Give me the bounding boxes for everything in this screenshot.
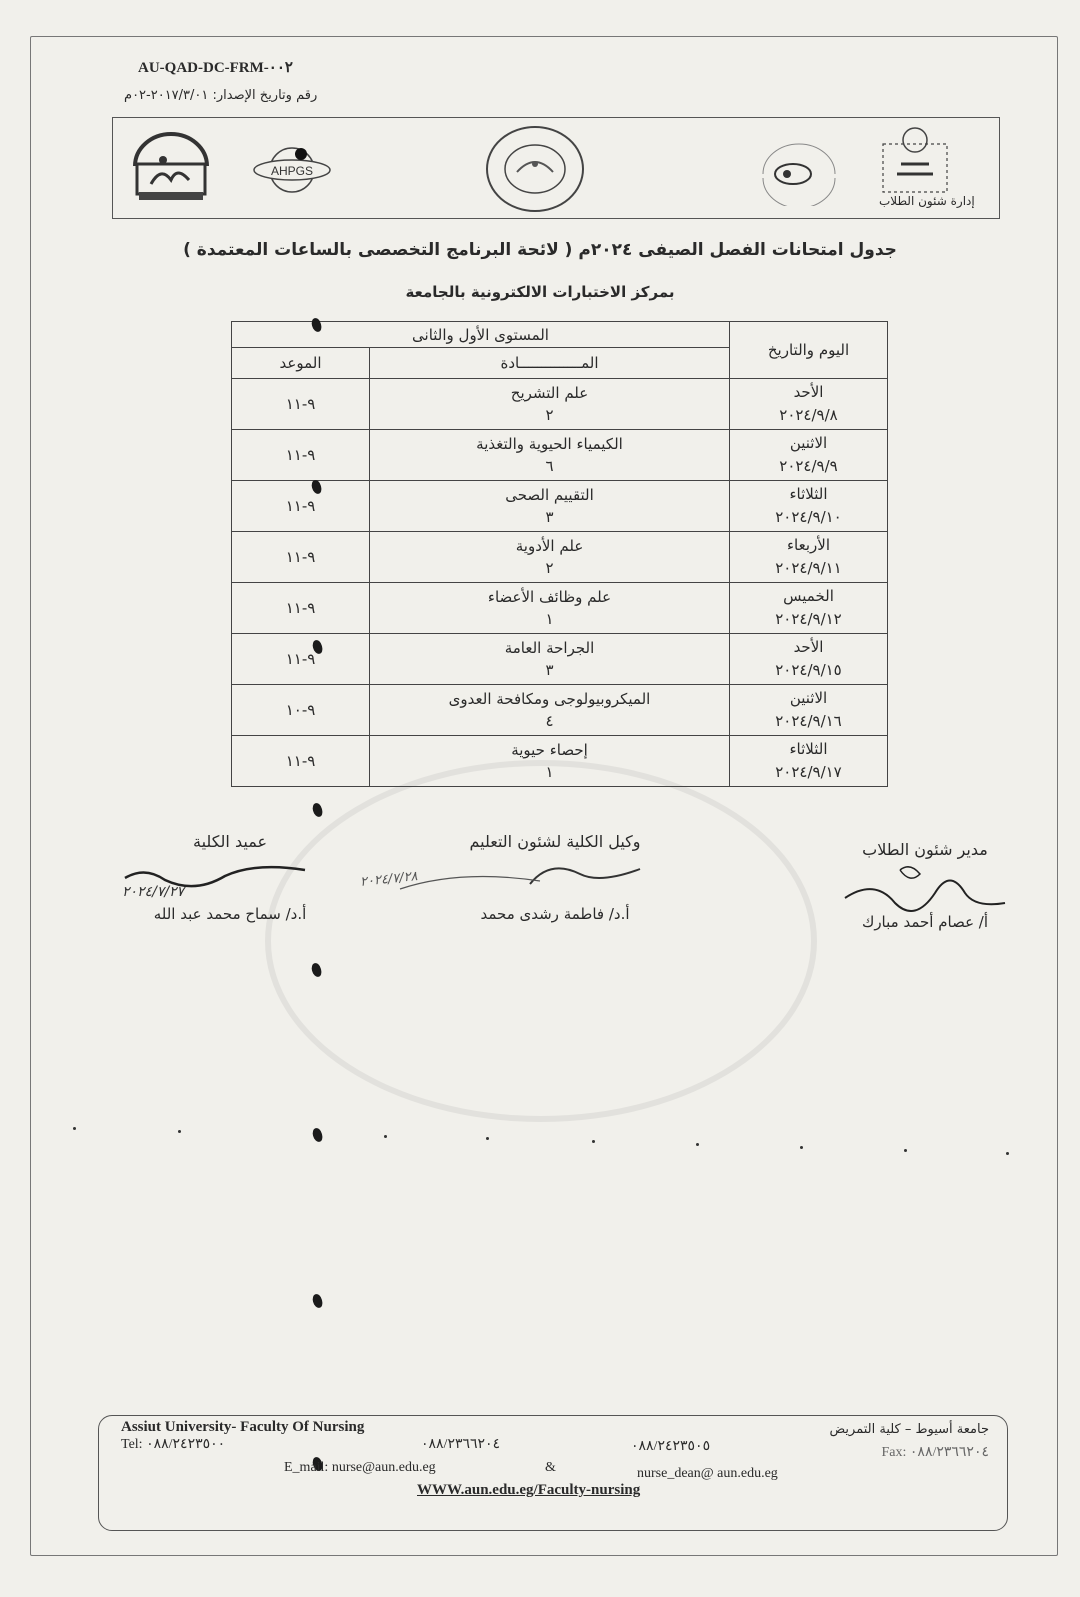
signature-student-affairs [830, 840, 1020, 931]
signatory-name: أ.د/ فاطمة رشدى محمد [480, 905, 630, 923]
student-affairs-caption: إدارة شئون الطلاب [879, 194, 975, 208]
time-cell: ٩-١١ [232, 379, 370, 430]
day-name: الاثنين [789, 434, 828, 452]
time-cell: ٩-١١ [232, 736, 370, 787]
subject-name: علم التشريح [510, 384, 589, 402]
handwritten-date: ٢٠٢٤/٧/٢٨ [359, 869, 419, 890]
subject-code: ٢ [545, 559, 554, 577]
subject-code: ٢ [545, 406, 554, 424]
day-name: الأحد [793, 638, 824, 656]
header-day-date: اليوم والتاريخ [730, 322, 888, 379]
email-dean[interactable]: nurse_dean@ aun.edu.eg [637, 1466, 778, 1481]
subject-code: ٤ [545, 712, 554, 730]
form-code: AU-QAD-DC-FRM-٠٠٢ [138, 60, 293, 76]
time-cell: ٩-١١ [232, 583, 370, 634]
table-row [232, 634, 888, 685]
exam-date: ٢٠٢٤/٩/١٠ [775, 508, 842, 526]
exam-date: ٢٠٢٤/٩/١٥ [775, 661, 842, 679]
handwritten-date: ٢٠٢٤/٧/٢٧ [122, 884, 185, 900]
exam-date: ٢٠٢٤/٩/١٢ [775, 610, 842, 628]
day-date-cell [730, 379, 888, 430]
subject-code: ٣ [545, 661, 554, 679]
page-subtitle: بمركز الاختبارات الالكترونية بالجامعة [405, 283, 675, 301]
subject-cell [370, 430, 730, 481]
institution-en: Assiut University- Faculty Of Nursing [121, 1419, 365, 1435]
header-level: المستوى الأول والثانى [232, 322, 730, 348]
ahpgs-text: AHPGS [270, 164, 314, 178]
footer-contact-box [98, 1415, 1008, 1531]
table-row [232, 583, 888, 634]
time-cell: ٩-١١ [232, 481, 370, 532]
subject-cell [370, 532, 730, 583]
signatory-title: عميد الكلية [193, 832, 267, 851]
day-date-cell [730, 532, 888, 583]
subject-cell [370, 481, 730, 532]
accreditation-seal [483, 124, 587, 214]
day-name: الأربعاء [786, 536, 830, 554]
signature-dean [120, 832, 340, 923]
time-cell: ٩-١١ [232, 634, 370, 685]
signatory-title: وكيل الكلية لشئون التعليم [469, 832, 641, 851]
subject-code: ٣ [545, 508, 554, 526]
subject-code: ١ [545, 763, 554, 781]
scan-speck [178, 1130, 181, 1133]
day-name: الثلاثاء [789, 485, 828, 503]
day-name: الخميس [783, 587, 834, 605]
time-cell: ٩-١١ [232, 430, 370, 481]
ampersand: & [545, 1460, 556, 1475]
exam-date: ٢٠٢٤/٩/٨ [779, 406, 838, 424]
subject-code: ١ [545, 610, 554, 628]
email-primary[interactable]: E_mail: nurse@aun.edu.eg [284, 1460, 436, 1475]
tel-number: Tel: ٠٨٨/٢٤٢٣٥٠٠ [121, 1437, 226, 1452]
scan-speck [592, 1140, 595, 1143]
header-subject: المــــــــــــــادة [370, 348, 730, 379]
faculty-logo [129, 126, 213, 204]
handwritten-signature [840, 858, 1010, 918]
day-name: الأحد [793, 383, 824, 401]
website-link[interactable]: WWW.aun.edu.eg/Faculty-nursing [417, 1482, 641, 1498]
exam-schedule-table [231, 321, 888, 787]
day-name: الاثنين [789, 689, 828, 707]
exam-date: ٢٠٢٤/٩/١٧ [775, 763, 842, 781]
ahpgs-logo [251, 140, 333, 200]
signature-vice-dean [359, 832, 680, 923]
table-row [232, 481, 888, 532]
phone-number-2: ٠٨٨/٢٣٦٦٢٠٤ [421, 1437, 501, 1452]
subject-cell [370, 685, 730, 736]
institution-ar: جامعة أسيوط – كلية التمريض [829, 1422, 989, 1437]
table-row [232, 736, 888, 787]
subject-name: علم الأدوية [515, 537, 584, 555]
time-cell: ٩-١٠ [232, 685, 370, 736]
scan-speck [73, 1127, 76, 1130]
phone-number-3: ٠٨٨/٢٤٢٣٥٠٥ [631, 1439, 711, 1454]
subject-cell [370, 634, 730, 685]
day-name: الثلاثاء [789, 740, 828, 758]
subject-cell [370, 379, 730, 430]
day-date-cell [730, 736, 888, 787]
subject-cell [370, 583, 730, 634]
table-row [232, 379, 888, 430]
subject-name: علم وظائف الأعضاء [487, 588, 612, 606]
scan-speck [800, 1146, 803, 1149]
training-center-logo [753, 134, 845, 206]
signatory-name: أ/ عصام أحمد مبارك [861, 913, 989, 931]
time-cell: ٩-١١ [232, 532, 370, 583]
university-logo [875, 124, 955, 196]
scan-speck [384, 1135, 387, 1138]
subject-name: الجراحة العامة [504, 639, 595, 657]
scan-speck [696, 1143, 699, 1146]
exam-date: ٢٠٢٤/٩/١٦ [775, 712, 842, 730]
day-date-cell [730, 583, 888, 634]
subject-name: التقييم الصحى [505, 486, 594, 504]
fax-number: Fax: ٠٨٨/٢٣٦٦٢٠٤ [881, 1445, 989, 1460]
subject-name: الكيمياء الحيوية والتغذية [476, 435, 623, 453]
scan-speck [486, 1137, 489, 1140]
day-date-cell [730, 685, 888, 736]
exam-date: ٢٠٢٤/٩/٩ [779, 457, 838, 475]
day-date-cell [730, 481, 888, 532]
signatory-name: أ.د/ سماح محمد عبد الله [153, 905, 307, 923]
scan-speck [1006, 1152, 1009, 1155]
day-date-cell [730, 634, 888, 685]
table-row [232, 685, 888, 736]
exam-date: ٢٠٢٤/٩/١١ [775, 559, 842, 577]
page-title: جدول امتحانات الفصل الصيفى ٢٠٢٤م ( لائحة البرنامج التخصصى بالساعات المعتمدة ) [183, 240, 897, 260]
subject-name: الميكروبيولوجى ومكافحة العدوى [448, 690, 651, 708]
subject-cell [370, 736, 730, 787]
subject-name: إحصاء حيوية [511, 741, 588, 759]
faded-stamp-watermark [265, 760, 817, 1122]
table-row [232, 532, 888, 583]
scan-speck [904, 1149, 907, 1152]
signatory-title: مدير شئون الطلاب [862, 840, 988, 859]
issue-info: رقم وتاريخ الإصدار: ٢٠١٧/٣/٠١-٠٢م [124, 88, 318, 103]
table-row [232, 430, 888, 481]
day-date-cell [730, 430, 888, 481]
subject-code: ٦ [545, 457, 554, 475]
header-time: الموعد [232, 348, 370, 379]
logo-strip [112, 117, 1000, 219]
